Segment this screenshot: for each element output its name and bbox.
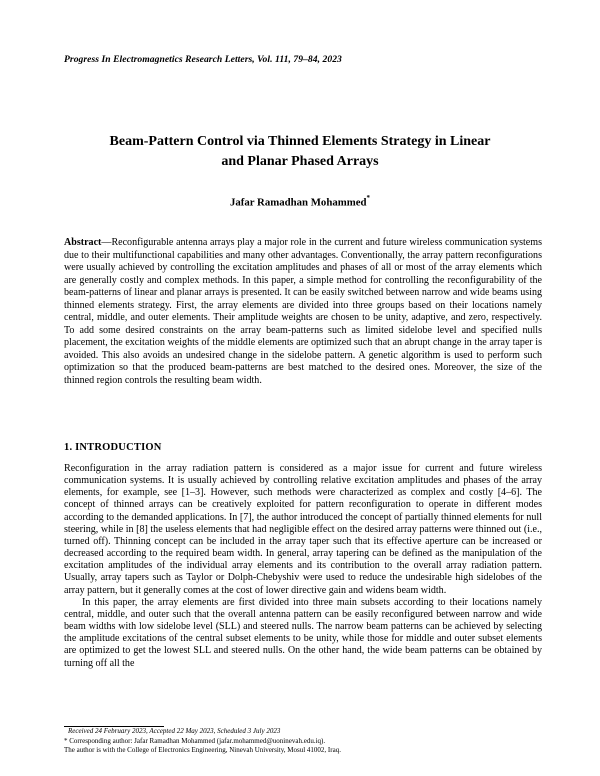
author-line [0,195,600,209]
section-heading-introduction: 1. INTRODUCTION [64,442,162,453]
introduction-paragraph-1: Reconfiguration in the array radiation pattern is considered as a major issue for current and future wireless communication systems. It is usually achieved by controlling relative excitation amplitudes and phases of the array elements, for example, see [1–3]. However, such methods were characterized as complex and costly [4–6]. The concept of thinned arrays can be creatively exploited for pattern reconfiguration to operate in different modes according to the demanded applications. In [7], the author introduced the concept of partially thinned elements for null steering, while in [8] the useless elements that had negligible effect on the desired array patterns were thinned out (i.e., turned off). Thinning concept can be included in the array taper such that its effective aperture can be increased or decreased according to the required beam width. In general, array tapering can be defined as the manipulation of the excitation amplitudes of the individual array elements and its contribution to the overall array radiation pattern. Usually, array tapers such as Taylor or Dolph-Chebyshiv were used to reduce the undesirable high sidelobes of the array pattern, but it generally comes at the cost of lower directive gain and widens beam width. [64,463,542,596]
author-mark: * [366,194,371,202]
footnote-affiliation: The author is with the College of Electronics Engineering, Ninevah University, Mosul 41002, Iraq. [64,746,341,755]
abstract-label: Abstract [64,237,102,248]
introduction-body [64,463,542,670]
footnotes [64,727,542,756]
abstract-text: —Reconfigurable antenna arrays play a major role in the current and future wireless communication systems due to their multifunctional capabilities and many other advantages. Conventionally, the array pattern reconfigurations were usually achieved by controlling the excitation amplitudes and phases of all or most of the array elements which are generally costly and complex methods. In this paper, a simple method for controlling the reconfigurability of the beam-patterns of linear and planar arrays is presented. It can be easily switched between narrow and wide beams using thinned elements strategy. First, the array elements are divided into three groups based on their locations namely central, middle, and outer elements. Their amplitude weights are chosen to be unity, adaptive, and zero, respectively. To add some desired constraints on the array beam-patterns such as limited sidelobe level and specified nulls placement, the excitation weights of the middle elements are optimized such that an abrupt change in the array taper is avoided. This also avoids an undesired change in the sidelobe pattern. A genetic algorithm is used to perform such optimization so that the produced beam-patterns are best matched to the desired ones. Moreover, the size of the thinned region controls the resulting beam width. [64,237,542,387]
abstract [64,237,542,388]
introduction-paragraph-2: In this paper, the array elements are first divided into three main subsets according to their locations namely central, middle, and outer such that the overall antenna pattern can be easily reconfigured between narrow and wide beam widths with low sidelobe level (SLL) and steered nulls. The narrow beam patterns can be achieved by selecting the amplitude excitations of the central subset elements to be unity, while those for middle and outer subset elements are optimized to get the lowest SLL and steered nulls. On the other hand, the wide beam patterns can be obtained by turning off all the [64,596,542,669]
title-line-1: Beam-Pattern Control via Thinned Elements Strategy in Linear [109,134,491,149]
footnote-dates: Received 24 February 2023, Accepted 22 May 2023, Scheduled 3 July 2023 [68,727,281,735]
paper-title [40,132,560,172]
title-line-2: and Planar Phased Arrays [221,154,379,169]
author-name: Jafar Ramadhan Mohammed [229,196,367,209]
footnote-corresponding-author: * Corresponding author: Jafar Ramadhan Mohammed (jafar.mohammed@uoninevah.edu.iq). [64,736,326,745]
running-header: Progress In Electromagnetics Research Letters, Vol. 111, 79–84, 2023 [64,54,342,65]
